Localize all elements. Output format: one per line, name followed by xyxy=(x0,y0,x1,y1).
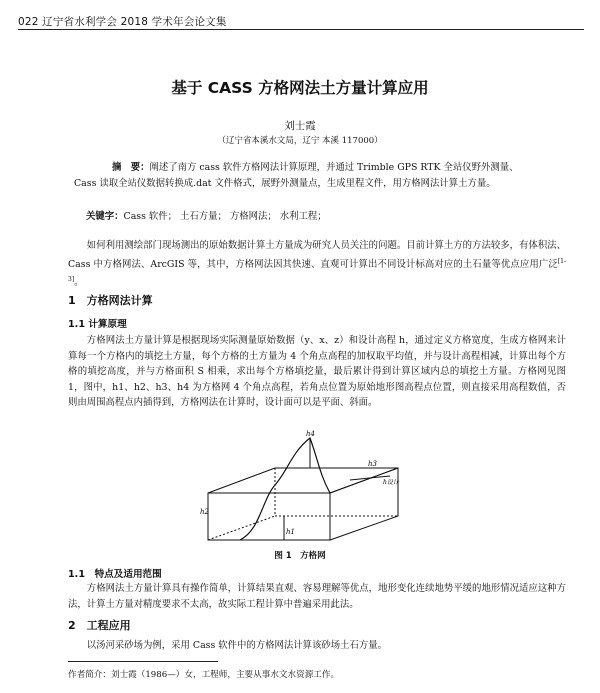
abstract-text: 阐述了南方 cass 软件方格网法计算原理，并通过 Trimble GPS RTK 全站仪野外测量、Cass 读取全站仪数据转换成.dat 文件格式，展野外测量点，生成里程文件，用方格网法计算土方量。 xyxy=(74,162,519,189)
author-footnote: 作者简介：刘士霞（1986—）女，工程师，主要从事水文水资源工作。 xyxy=(68,670,340,680)
label-h2: h2 xyxy=(200,508,209,516)
keywords-text: Cass 软件； 土石方量； 方格网法； 水利工程； xyxy=(123,211,327,222)
intro-text: 如何利用测绘部门现场测出的原始数据计算土方量成为研究人员关注的问题。目前计算土方的方法较多，有体积法、Cass 中方格网法、ArcGIS 等，其中，方格网法因其快速、直观可计算出不同设计标高对应的土石量等优点应用广泛 xyxy=(68,240,566,270)
section-1-2-heading: 1.1 特点及适用范围 xyxy=(68,569,162,580)
section-1-2-paragraph: 方格网法土方量计算具有操作简单，计算结果直观、容易理解等优点，地形变化连续地势平缓的地形情况适应这种方法，计算土方量对精度要求不太高，故实际工程计算中普遍采用此法。 xyxy=(68,583,566,610)
intro-paragraph xyxy=(68,238,566,291)
author-name: 刘士霞 xyxy=(284,120,316,132)
abstract xyxy=(74,160,532,191)
intro-citation: [1-3] xyxy=(68,257,566,284)
intro-end: 。 xyxy=(74,277,84,289)
label-h-design: h设计 xyxy=(383,479,399,486)
section-1-heading: 1 方格网法计算 xyxy=(68,294,153,307)
article-title: 基于 CASS 方格网法土方量计算应用 xyxy=(171,79,429,97)
label-h1: h1 xyxy=(286,528,295,536)
section-2-heading: 2 工程应用 xyxy=(68,619,131,632)
grid-figure xyxy=(200,430,410,548)
label-h3: h3 xyxy=(368,460,377,468)
section-1-1-paragraph: 方格网法土方量计算是根据现场实际测量原始数据（y、x、z）和设计高程 h，通过定义方格宽度，生成方格网来计算每一个方格内的填挖土方量，每个方格的土方量为 4 个角点高程的加权取平均值，并与设计高程相减，计算出每个方格的填挖高度，并与方格面积 S 相乘，求出每个方格填挖量，最后累计得到计算区域内总的填挖土方量。方格网见图 1，图中，h1、h2、h3、h4 为方格网 4 个角点高程，若角点位置为原始地形图高程点位置，则直接采用高程数值，否则由周围高程点内插得到，方格网法在计算时，设计面可以是平面、斜面。 xyxy=(68,335,566,408)
running-header: 022 辽宁省水利学会 2018 学术年会论文集 xyxy=(18,16,227,28)
grid-hidden-edge-2 xyxy=(208,516,275,540)
header-rule xyxy=(18,29,584,30)
section-1-1-heading: 1.1 计算原理 xyxy=(68,319,127,330)
terrain-surface-curve xyxy=(240,438,330,540)
keywords-label: 关键字： xyxy=(86,211,124,222)
figure-caption: 图 1 方格网 xyxy=(274,551,326,561)
label-h4: h4 xyxy=(306,430,315,438)
keywords xyxy=(74,209,532,225)
author-affiliation: （辽宁省本溪水文局，辽宁 本溪 117000） xyxy=(217,136,383,146)
section-2-paragraph: 以汤河采砂场为例，采用 Cass 软件中的方格网法计算该砂场土石方量。 xyxy=(86,640,388,651)
footnote-rule xyxy=(68,661,218,662)
grid-box-top-edge xyxy=(208,468,398,493)
abstract-label: 摘 要： xyxy=(112,162,150,173)
